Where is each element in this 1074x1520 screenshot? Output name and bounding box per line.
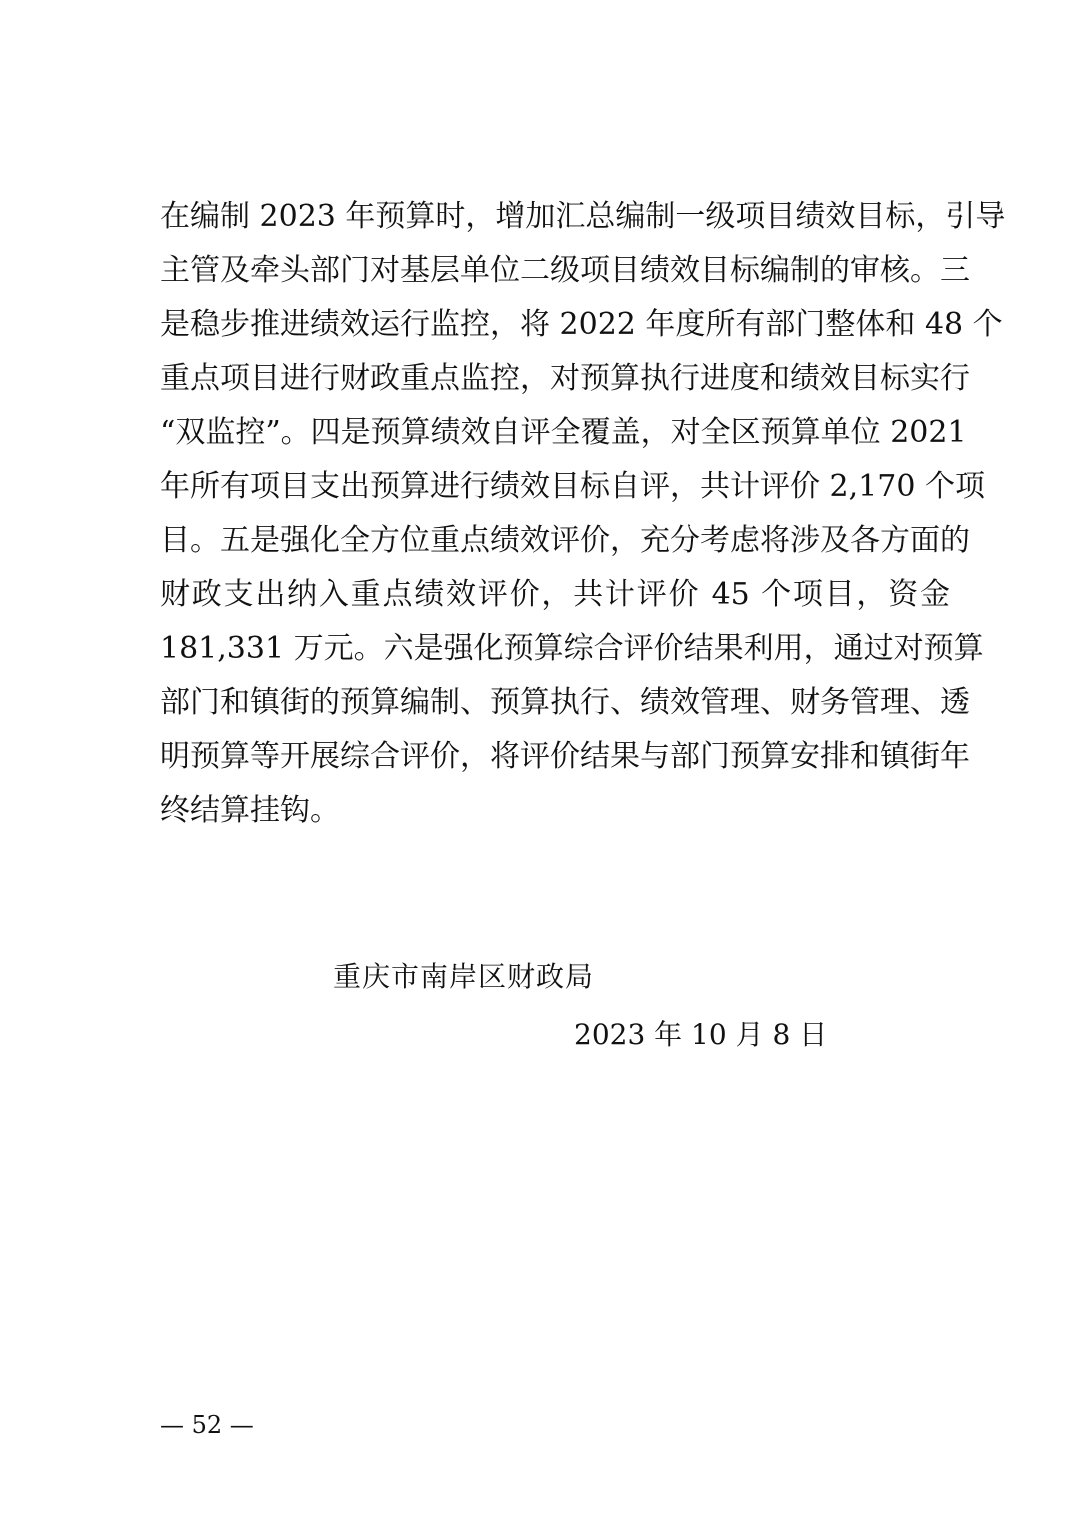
text-line-2: 主管及牵头部门对基层单位二级项目绩效目标编制的审核。三 [160, 253, 970, 288]
page-number: — 52 — [160, 1411, 254, 1439]
text-line-6: 年所有项目支出预算进行绩效目标自评，共计评价 2,170 个项 [160, 469, 985, 504]
text-line-8: 财政支出纳入重点绩效评价，共计评价 45 个项目，资金 [160, 577, 950, 612]
issue-date: 2023 年 10 月 8 日 [574, 1018, 828, 1051]
body-paragraph [160, 190, 1006, 838]
text-line-7: 目。五是强化全方位重点绩效评价，充分考虑将涉及各方面的 [160, 523, 970, 558]
text-line-1: 在编制 2023 年预算时，增加汇总编制一级项目绩效目标，引导 [160, 199, 1006, 234]
text-line-9: 181,331 万元。六是强化预算综合评价结果利用，通过对预算 [160, 631, 984, 666]
text-line-4: 重点项目进行财政重点监控，对预算执行进度和绩效目标实行 [160, 361, 970, 396]
text-line-5: “双监控”。四是预算绩效自评全覆盖，对全区预算单位 2021 [160, 415, 967, 450]
text-line-12: 终结算挂钩。 [160, 793, 340, 828]
text-line-3: 是稳步推进绩效运行监控，将 2022 年度所有部门整体和 48 个 [160, 307, 1003, 342]
issuer-signature: 重庆市南岸区财政局 [333, 960, 595, 993]
text-line-11: 明预算等开展综合评价，将评价结果与部门预算安排和镇街年 [160, 739, 970, 774]
text-line-10: 部门和镇街的预算编制、预算执行、绩效管理、财务管理、透 [160, 685, 970, 720]
